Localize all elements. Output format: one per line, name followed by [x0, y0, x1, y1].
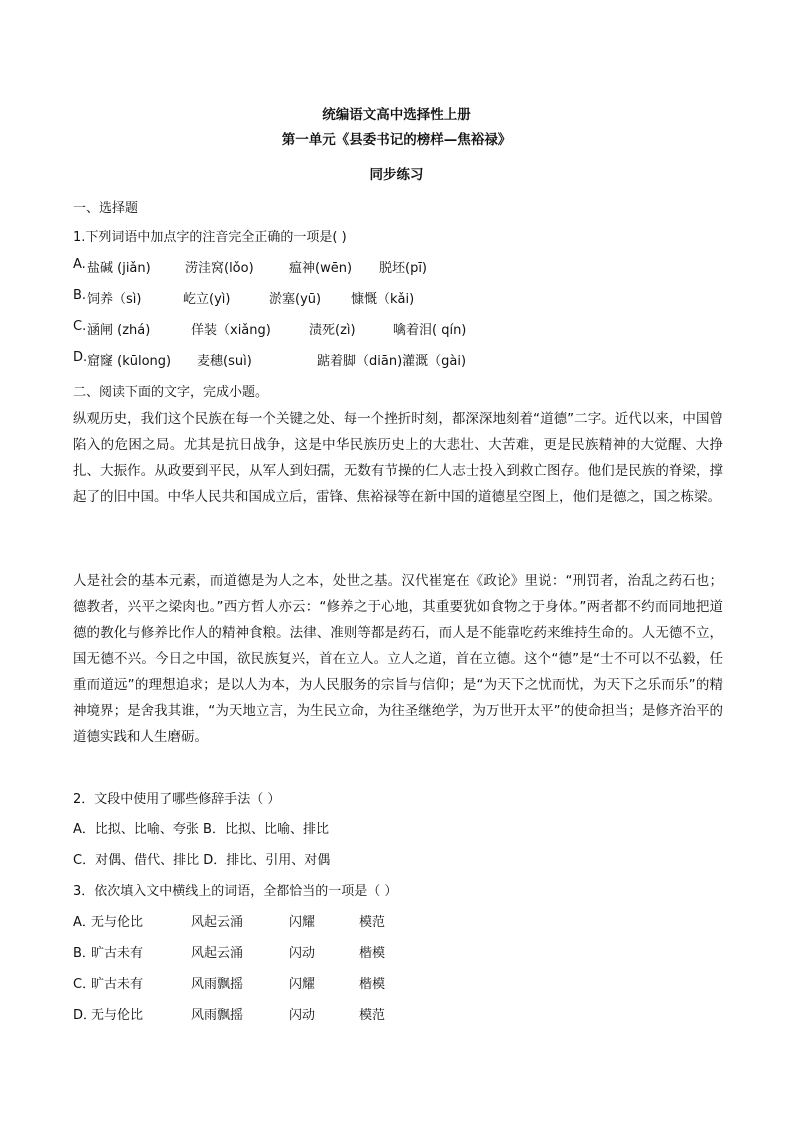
q1-option-b [73, 288, 733, 306]
option-item: 脱坯(pī) [379, 261, 428, 276]
unit-title: 第一单元《县委书记的榜样—焦裕禄》 [281, 132, 512, 148]
option-label: D． [73, 1008, 97, 1023]
option-item: 楷模 [359, 946, 386, 961]
option-item: 噙着泪( qín) [393, 323, 467, 338]
doc-title: 统编语文高中选择性上册 [322, 107, 471, 123]
section-heading-choice: 一、选择题 [73, 201, 139, 216]
option-item: 淤塞(yū) [269, 292, 322, 307]
option-item: 楷模 [359, 977, 386, 992]
option-item: 无与伦比 [91, 915, 144, 930]
q3-option-a [73, 911, 733, 929]
question-2-stem: 2．文段中使用了哪些修辞手法（ ） [73, 792, 281, 807]
option-item: 无与伦比 [91, 1008, 144, 1023]
q3-option-d [73, 1004, 733, 1022]
option-item: 麦穗(suì) [197, 354, 252, 369]
option-item: 模范 [359, 1008, 386, 1023]
q1-option-d [73, 350, 733, 368]
option-item: 风起云涌 [191, 915, 244, 930]
option-item: 模范 [359, 915, 386, 930]
option-label: C. [73, 319, 87, 334]
q1-option-c [73, 319, 733, 337]
option-item: 风雨飘摇 [191, 1008, 244, 1023]
option-item: 闪耀 [289, 915, 316, 930]
option-item: 风起云涌 [191, 946, 244, 961]
option-label: B． [73, 946, 95, 961]
option-item: 踮着脚（diān)灌溉（gài) [317, 354, 467, 369]
reading-paragraph-1: 纵观历史，我们这个民族在每一个关键之处、每一个挫折时刻，都深深地刻着“道德”二字。近代以来，中国曾陷入的危困之局。尤其是抗日战争，这是中华民族历史上的大悲壮、大苦难，更是民族精神的大觉醒、大挣扎、大振作。从政要到平民，从军人到妇孺，无数有节操的仁人志士投入到救亡图存。他们是民族的脊梁，撑起了的旧中国。中华人民共和国成立后，雷锋、焦裕禄等在新中国的道德星空图上，他们是德之，国之栋梁。 [73, 411, 723, 505]
option-item: 饲养（sì) [87, 292, 142, 307]
option-item: 瘟神(wēn) [289, 261, 353, 276]
option-item: 慷慨（kǎi) [351, 292, 415, 307]
section-heading-reading: 二、阅读下面的文字，完成小题。 [73, 385, 269, 400]
option-item: 屹立(yì) [183, 292, 231, 307]
q3-option-c [73, 973, 733, 991]
q2-options-row-2: C．对偶、借代、排比 D．排比、引用、对偶 [73, 853, 331, 868]
question-3-stem: 3．依次填入文中横线上的词语，全都恰当的一项是（ ） [73, 884, 398, 899]
option-label: D. [73, 350, 88, 365]
q2-options-row-1: A．比拟、比喻、夸张 B．比拟、比喻、排比 [73, 822, 329, 837]
option-item: 旷古未有 [91, 946, 144, 961]
option-item: 渍死(zì) [309, 323, 356, 338]
option-item: 佯装（xiǎng) [191, 323, 271, 338]
option-item: 盐碱 (jiǎn) [87, 261, 151, 276]
option-item: 涵闸 (zhá) [87, 323, 151, 338]
option-item: 闪耀 [289, 977, 316, 992]
option-item: 闪动 [289, 946, 316, 961]
exercise-title: 同步练习 [369, 167, 424, 183]
option-item: 闪动 [289, 1008, 316, 1023]
question-1-stem: 1.下列词语中加点字的注音完全正确的一项是( ) [73, 230, 347, 245]
reading-paragraph-2: 人是社会的基本元素，而道德是为人之本，处世之基。汉代崔寔在《政论》里说：“刑罚者，治乱之药石也；德教者，兴平之梁肉也。”西方哲人亦云：“修养之于心地，其重要犹如食物之于身体。”两者都不约而同地把道德的教化与修养比作人的精神食粮。法律、准则等都是药石，而人是不能靠吃药来维持生命的。人无德不立，国无德不兴。今日之中国，欲民族复兴，首在立人。立人之道，首在立德。这个“德”是“士不可以不弘毅，任重而道远”的理想追求；是以人为本，为人民服务的宗旨与信仰；是“为天下之忧而忧，为天下之乐而乐”的精神境界；是舍我其谁，“为天地立言，为生民立命，为往圣继绝学，为万世开太平”的使命担当；是修齐治平的道德实践和人生磨砺。 [73, 573, 723, 745]
option-item: 窟窿 (kūlong) [87, 354, 172, 369]
q1-option-a [73, 257, 733, 275]
option-item: 旷古未有 [91, 977, 144, 992]
option-label: A. [73, 257, 86, 272]
option-label: A． [73, 915, 95, 930]
option-label: B. [73, 288, 87, 303]
q3-option-b [73, 942, 733, 960]
option-item: 风雨飘摇 [191, 977, 244, 992]
option-item: 涝洼窝(lǒo) [185, 261, 254, 276]
option-label: C． [73, 977, 96, 992]
